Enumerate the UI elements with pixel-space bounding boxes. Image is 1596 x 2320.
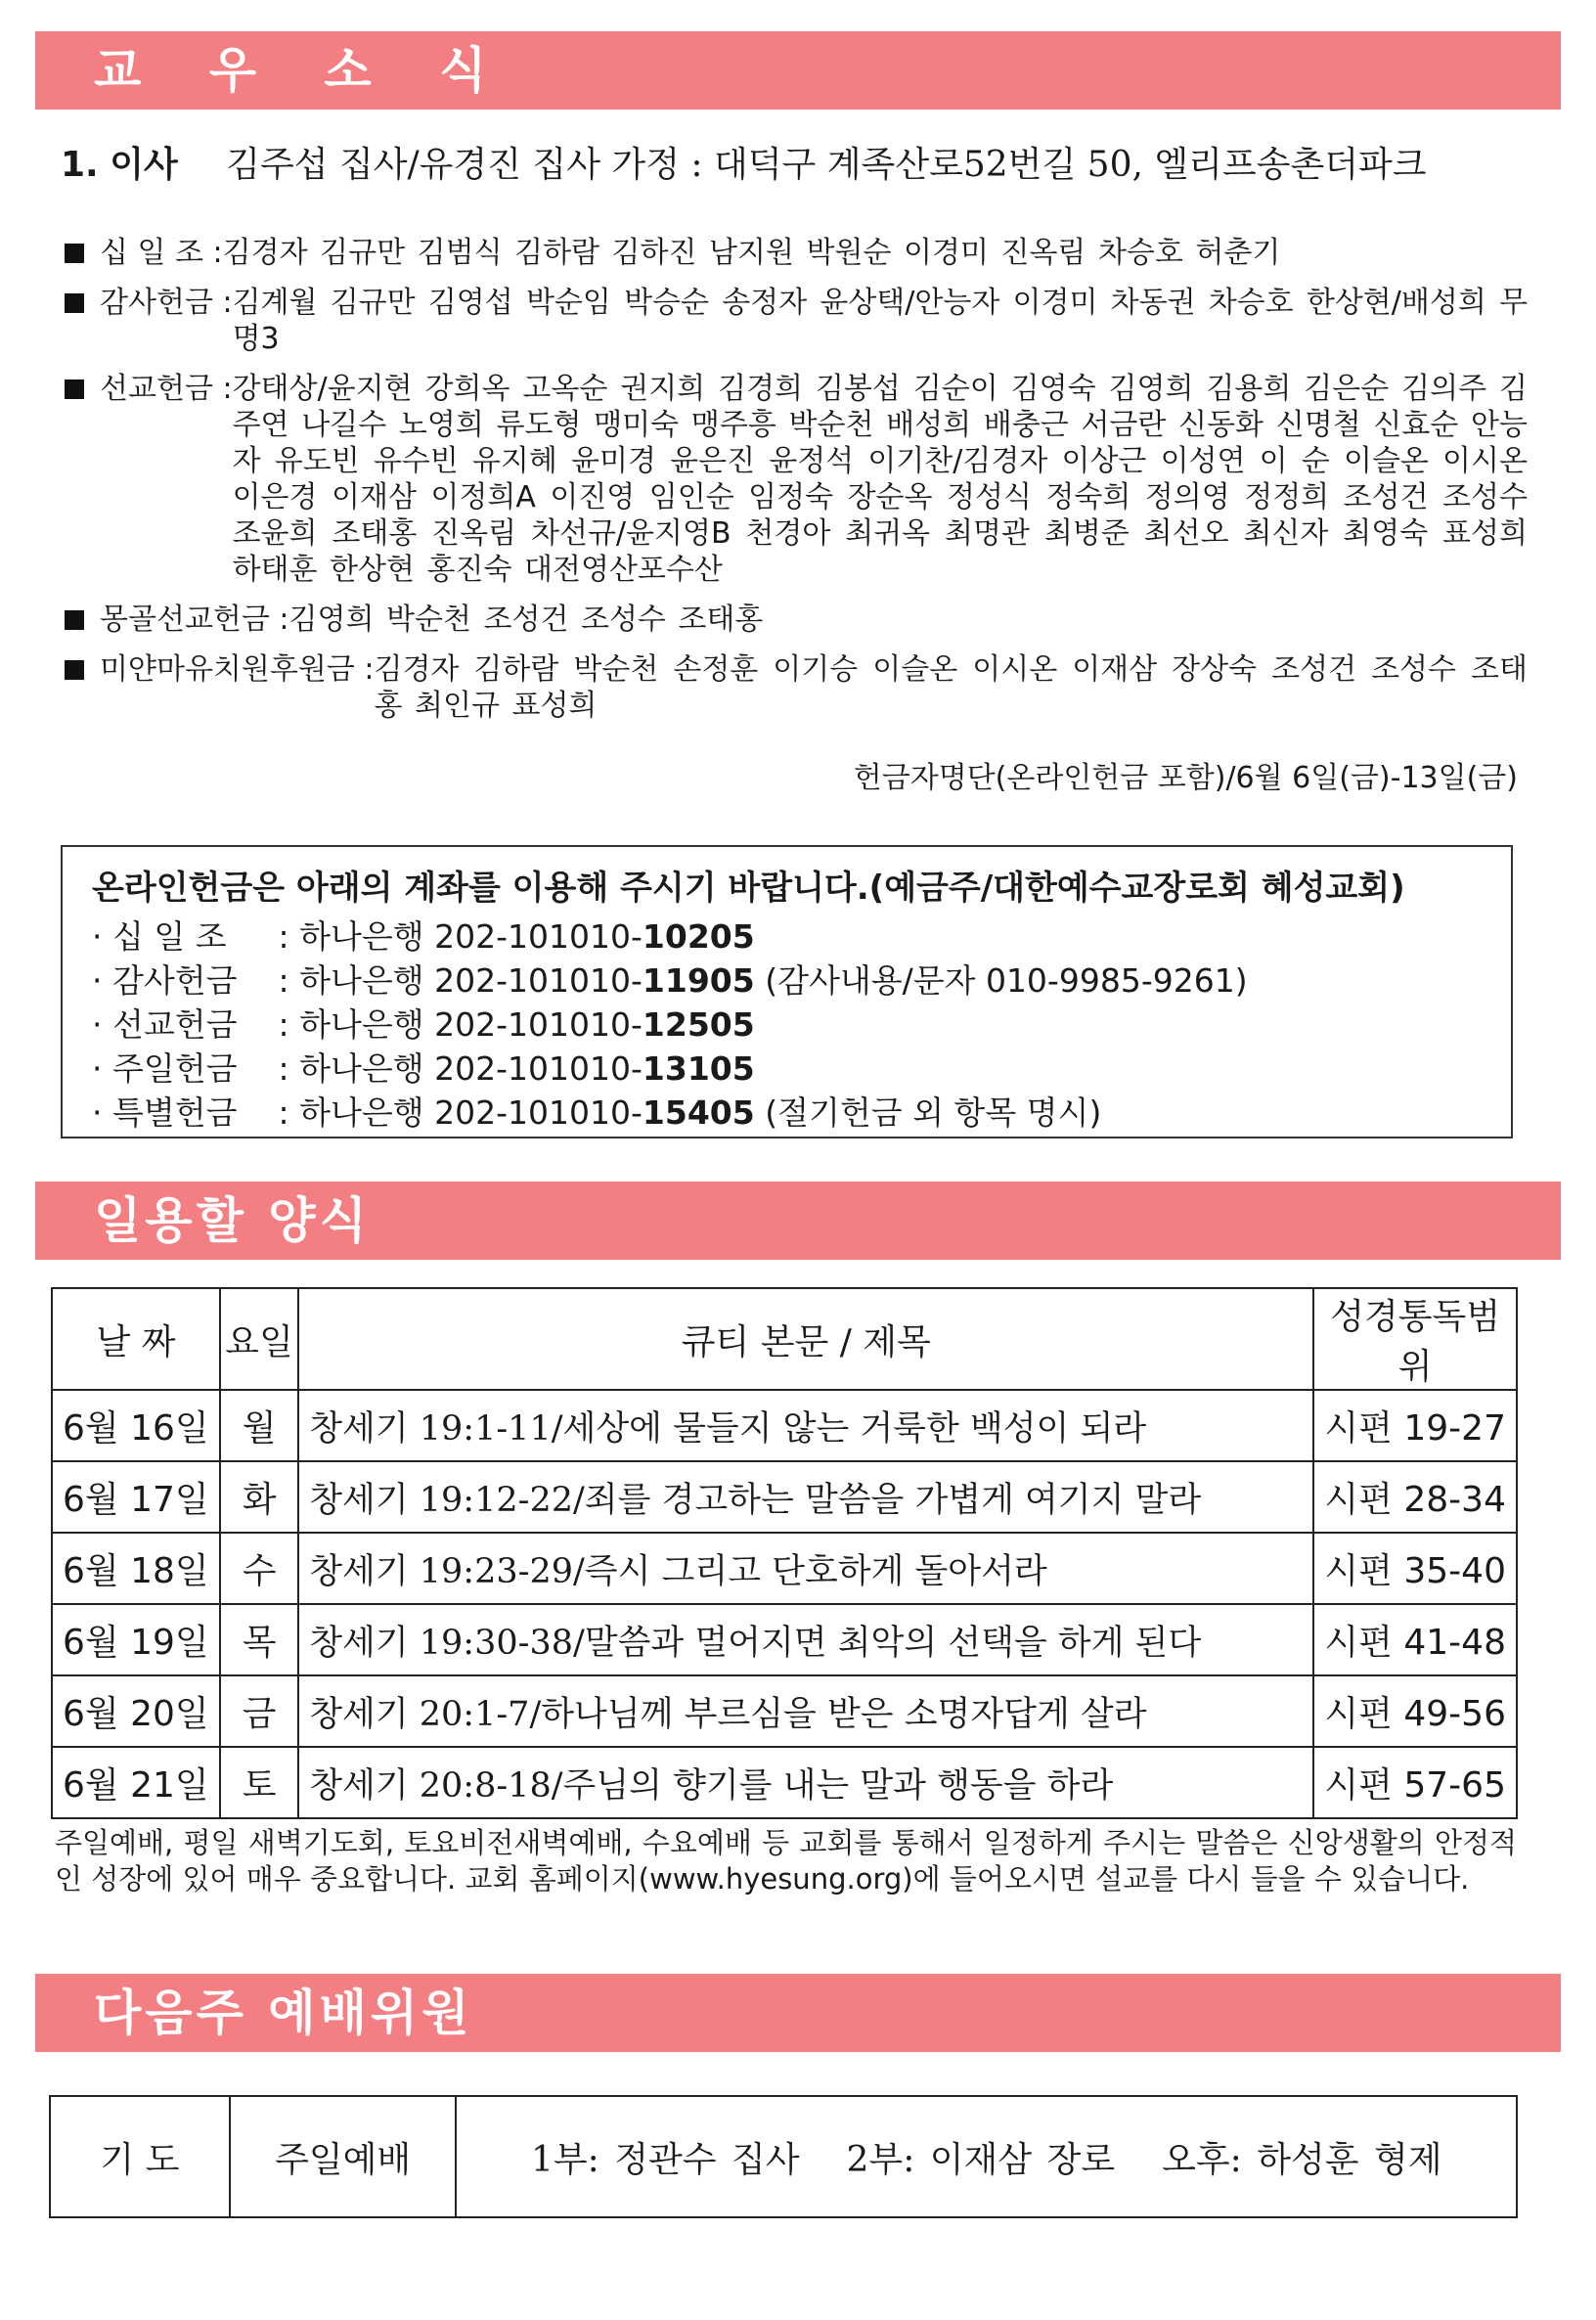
news-section-header: 교 우 소 식	[35, 31, 1561, 110]
qt-date: 6월 19일	[52, 1604, 220, 1675]
donor-row-myanmar	[61, 651, 1528, 724]
qt-date: 6월 18일	[52, 1533, 220, 1604]
account-note: (절기헌금 외 항목 명시)	[754, 1093, 1102, 1132]
donor-row-mongolia	[61, 602, 1528, 638]
qt-day: 목	[220, 1604, 298, 1675]
account-category: · 주일헌금	[92, 1049, 238, 1088]
qt-header-day: 요일	[220, 1288, 298, 1390]
table-row	[50, 2096, 1517, 2217]
donor-names: 김영희 박순천 조성건 조성수 조태홍	[288, 602, 764, 637]
donor-row-mission	[61, 371, 1528, 588]
bullet-square-icon	[65, 293, 84, 313]
qt-date: 6월 17일	[52, 1461, 220, 1533]
table-row	[52, 1747, 1517, 1818]
account-bank: 하나은행 202-101010-	[299, 1005, 643, 1044]
account-number-tail: 13105	[642, 1049, 755, 1088]
qt-bible: 시편 28-34	[1313, 1461, 1517, 1533]
qt-text: 창세기 20:8-18/주님의 향기를 내는 말과 행동을 하라	[298, 1747, 1313, 1818]
qt-text: 창세기 19:30-38/말씀과 멀어지면 최악의 선택을 하게 된다	[298, 1604, 1313, 1675]
qt-table	[51, 1287, 1518, 1819]
qt-header-bible: 성경통독범위	[1313, 1288, 1517, 1390]
worship-role: 기 도	[50, 2096, 230, 2217]
online-offering-box	[61, 845, 1513, 1138]
qt-day: 수	[220, 1533, 298, 1604]
bullet-square-icon	[65, 610, 84, 630]
donor-category: 선교헌금 :	[100, 372, 233, 406]
donor-category: 십 일 조 :	[100, 236, 223, 270]
account-category: · 십 일 조	[92, 917, 227, 956]
qt-header-row	[52, 1288, 1517, 1390]
account-number-tail: 11905	[642, 961, 755, 1000]
account-bank: 하나은행 202-101010-	[299, 917, 643, 956]
table-row	[52, 1675, 1517, 1747]
table-row	[52, 1390, 1517, 1461]
donor-row-thanks	[61, 285, 1528, 357]
account-row	[92, 1003, 1511, 1047]
account-note: (감사내용/문자 010-9985-9261)	[754, 961, 1248, 1000]
qt-text: 창세기 19:23-29/즉시 그리고 단호하게 돌아서라	[298, 1533, 1313, 1604]
donor-category: 몽골선교헌금 :	[100, 602, 289, 637]
qt-header-date: 날 짜	[52, 1288, 220, 1390]
moving-notice-label: 이사	[110, 145, 178, 185]
bullet-square-icon	[65, 660, 84, 680]
donor-names: 강태상/윤지현 강희옥 고옥순 권지희 김경희 김봉섭 김순이 김영숙 김영희 김용희 김은순 김의주 김주연 나길수 노영희 류도형 맹미숙 맹주흥 박순천 배성희 배충근 서금란 신동화 신명철 신효순 안능자 유도빈 유수빈 유지혜 윤미경 윤은진 윤정석 이기찬/김경자 이상근 이성연 이 순 이슬온 이시온 이은경 이재삼 이정희A 이진영 임인순 임정숙 장순옥 정성식 정숙희 정의영 정정희 조성건 조성수 조윤희 조태홍 진옥림 차선규/윤지영B 천경아 최귀옥 최명관 최병준 최선오 최신자 최영숙 표성희 하태훈 한상현 홍진숙 대전영산포수산	[232, 372, 1528, 587]
account-category: · 선교헌금	[92, 1005, 238, 1044]
donor-row-tithe	[61, 235, 1528, 271]
account-sep: :	[268, 1049, 300, 1088]
qt-text: 창세기 20:1-7/하나님께 부르심을 받은 소명자답게 살라	[298, 1675, 1313, 1747]
account-number-tail: 15405	[642, 1093, 755, 1132]
qt-bible: 시편 57-65	[1313, 1747, 1517, 1818]
worship-table	[49, 2095, 1518, 2218]
worship-type: 주일예배	[230, 2096, 457, 2217]
worship-afternoon-service: 오후: 하성훈 형제	[1162, 2139, 1442, 2180]
qt-day: 화	[220, 1461, 298, 1533]
moving-notice-number: 1.	[61, 145, 99, 185]
donor-category: 감사헌금 :	[100, 286, 233, 320]
account-number-tail: 12505	[642, 1005, 755, 1044]
account-sep: :	[268, 917, 300, 956]
qt-text: 창세기 19:1-11/세상에 물들지 않는 거룩한 백성이 되라	[298, 1390, 1313, 1461]
qt-section-header: 일용할 양식	[35, 1182, 1561, 1260]
table-row	[52, 1604, 1517, 1675]
qt-header-text: 큐티 본문 / 제목	[298, 1288, 1313, 1390]
worship-members	[456, 2096, 1517, 2217]
account-bank: 하나은행 202-101010-	[299, 961, 643, 1000]
qt-date: 6월 16일	[52, 1390, 220, 1461]
qt-date: 6월 20일	[52, 1675, 220, 1747]
account-row	[92, 1047, 1511, 1091]
account-row	[92, 915, 1511, 959]
qt-day: 금	[220, 1675, 298, 1747]
worship-first-service: 1부: 정관수 집사	[530, 2139, 800, 2180]
worship-section-header: 다음주 예배위원	[35, 1974, 1561, 2052]
moving-notice-text: 김주섭 집사/유경진 집사 가정 : 대덕구 계족산로52번길 50, 엘리프송촌더파크	[226, 145, 1427, 185]
online-offering-title: 온라인헌금은 아래의 계좌를 이용해 주시기 바랍니다.(예금주/대한예수교장로회 혜성교회)	[92, 869, 1405, 908]
account-number-tail: 10205	[642, 917, 755, 956]
qt-date: 6월 21일	[52, 1747, 220, 1818]
bullet-square-icon	[65, 244, 84, 263]
account-row	[92, 959, 1511, 1003]
bullet-square-icon	[65, 379, 84, 399]
account-bank: 하나은행 202-101010-	[299, 1049, 643, 1088]
table-row	[52, 1461, 1517, 1533]
qt-bible: 시편 35-40	[1313, 1533, 1517, 1604]
donor-period-note: 헌금자명단(온라인헌금 포함)/6월 6일(금)-13일(금)	[853, 761, 1518, 795]
sermon-note: 주일예배, 평일 새벽기도회, 토요비전새벽예배, 수요예배 등 교회를 통해서 일정하게 주시는 말씀은 신앙생활의 안정적인 성장에 있어 매우 중요합니다. 교회 홈페이지(www.hyesung.org)에 들어오시면 설교를 다시 들을 수 있습니다.	[55, 1826, 1517, 1896]
donor-names: 김경자 김하람 박순천 손정훈 이기승 이슬온 이시온 이재삼 장상숙 조성건 조성수 조태홍 최인규 표성희	[374, 652, 1528, 723]
qt-text: 창세기 19:12-22/죄를 경고하는 말씀을 가볍게 여기지 말라	[298, 1461, 1313, 1533]
account-bank: 하나은행 202-101010-	[299, 1093, 643, 1132]
worship-second-service: 2부: 이재삼 장로	[846, 2139, 1116, 2180]
qt-day: 월	[220, 1390, 298, 1461]
moving-notice	[61, 137, 1547, 187]
qt-day: 토	[220, 1747, 298, 1818]
account-category: · 특별헌금	[92, 1093, 238, 1132]
account-sep: :	[268, 1005, 300, 1044]
donor-list	[61, 235, 1528, 737]
account-sep: :	[268, 1093, 300, 1132]
table-row	[52, 1533, 1517, 1604]
qt-bible: 시편 49-56	[1313, 1675, 1517, 1747]
donor-names: 김경자 김규만 김범식 김하람 김하진 남지원 박원순 이경미 진옥림 차승호 허춘기	[222, 236, 1281, 270]
qt-bible: 시편 41-48	[1313, 1604, 1517, 1675]
donor-category: 미얀마유치원후원금 :	[100, 652, 375, 687]
account-sep: :	[268, 961, 300, 1000]
account-row	[92, 1091, 1511, 1135]
donor-names: 김계월 김규만 김영섭 박순임 박승순 송정자 윤상택/안능자 이경미 차동권 차승호 한상현/배성희 무명3	[232, 286, 1528, 356]
qt-bible: 시편 19-27	[1313, 1390, 1517, 1461]
account-category: · 감사헌금	[92, 961, 238, 1000]
